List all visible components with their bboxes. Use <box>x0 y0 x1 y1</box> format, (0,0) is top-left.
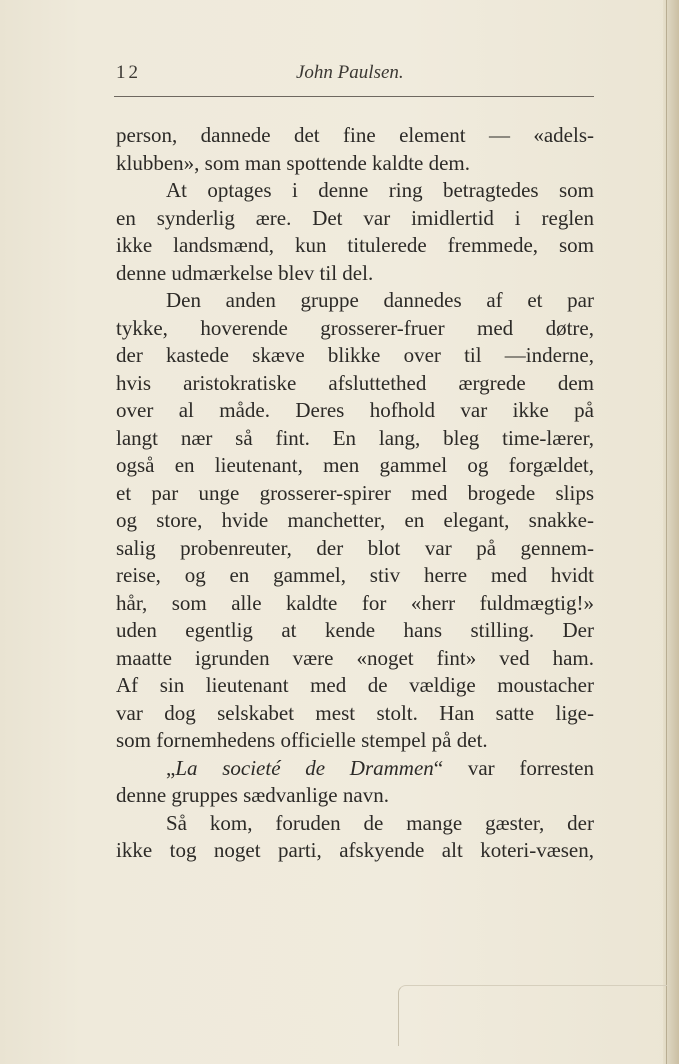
text-line: som fornemhedens officielle stempel på det. <box>116 728 488 752</box>
text-line: maatte igrunden være «noget fint» ved ham. <box>116 645 594 670</box>
text-line: over al måde. Deres hofhold var ikke på <box>116 398 594 422</box>
text-line: langt nær så fint. En lang, bleg time-lærer, <box>116 425 594 450</box>
text-line: hår, som alle kaldte for «herr fuldmægtig!» <box>116 590 594 615</box>
page-stain-mark <box>398 985 667 1046</box>
text-line: tykke, hoverende grosserer-fruer med døtre, <box>116 315 594 340</box>
text-line: også en lieutenant, men gammel og forgældet, <box>116 453 594 477</box>
text-line: denne udmærkelse blev til del. <box>116 260 374 285</box>
italic-phrase: La societé de Drammen <box>175 755 434 780</box>
text-line: en synderlig ære. Det var imidlertid i reglen <box>116 205 594 230</box>
text-line: denne gruppes sædvanlige navn. <box>116 783 389 807</box>
text-line: At optages i denne ring betragtedes som <box>166 178 594 202</box>
running-header <box>116 60 594 88</box>
text-line: et par unge grosserer-spirer med brogede slips <box>116 480 594 505</box>
text-line: ikke landsmænd, kun titulerede fremmede, som <box>116 233 594 257</box>
text-line: Af sin lieutenant med de vældige moustacher <box>116 673 594 697</box>
page-edge-line <box>666 0 667 1064</box>
text-line: Den anden gruppe dannedes af et par <box>166 288 594 312</box>
text-line: der kastede skæve blikke over til —inderne, <box>116 343 594 367</box>
text-line: Så kom, foruden de mange gæster, der <box>166 810 594 835</box>
text-line: person, dannede det fine element — «adels- <box>116 123 594 147</box>
text-line: salig probenreuter, der blot var på gennem- <box>116 535 594 560</box>
text-line: ikke tog noget parti, afskyende alt koteri-væsen, <box>116 838 594 862</box>
body-text <box>116 122 594 865</box>
text-line-italic: „La societé de Drammen“ var forresten <box>166 755 595 780</box>
text-line: var dog selskabet mest stolt. Han satte lige- <box>116 700 594 725</box>
header-rule <box>114 96 594 97</box>
page-number: 12 <box>116 62 141 83</box>
text-line: uden egentlig at kende hans stilling. Der <box>116 618 594 642</box>
text-line: hvis aristokratiske afsluttethed ærgrede dem <box>116 370 594 395</box>
text-line: reise, og en gammel, stiv herre med hvidt <box>116 563 594 587</box>
text-line: klubben», som man spottende kaldte dem. <box>116 150 471 175</box>
text-line: og store, hvide manchetter, en elegant, snakke- <box>116 508 594 532</box>
running-title: John Paulsen. <box>296 62 404 83</box>
